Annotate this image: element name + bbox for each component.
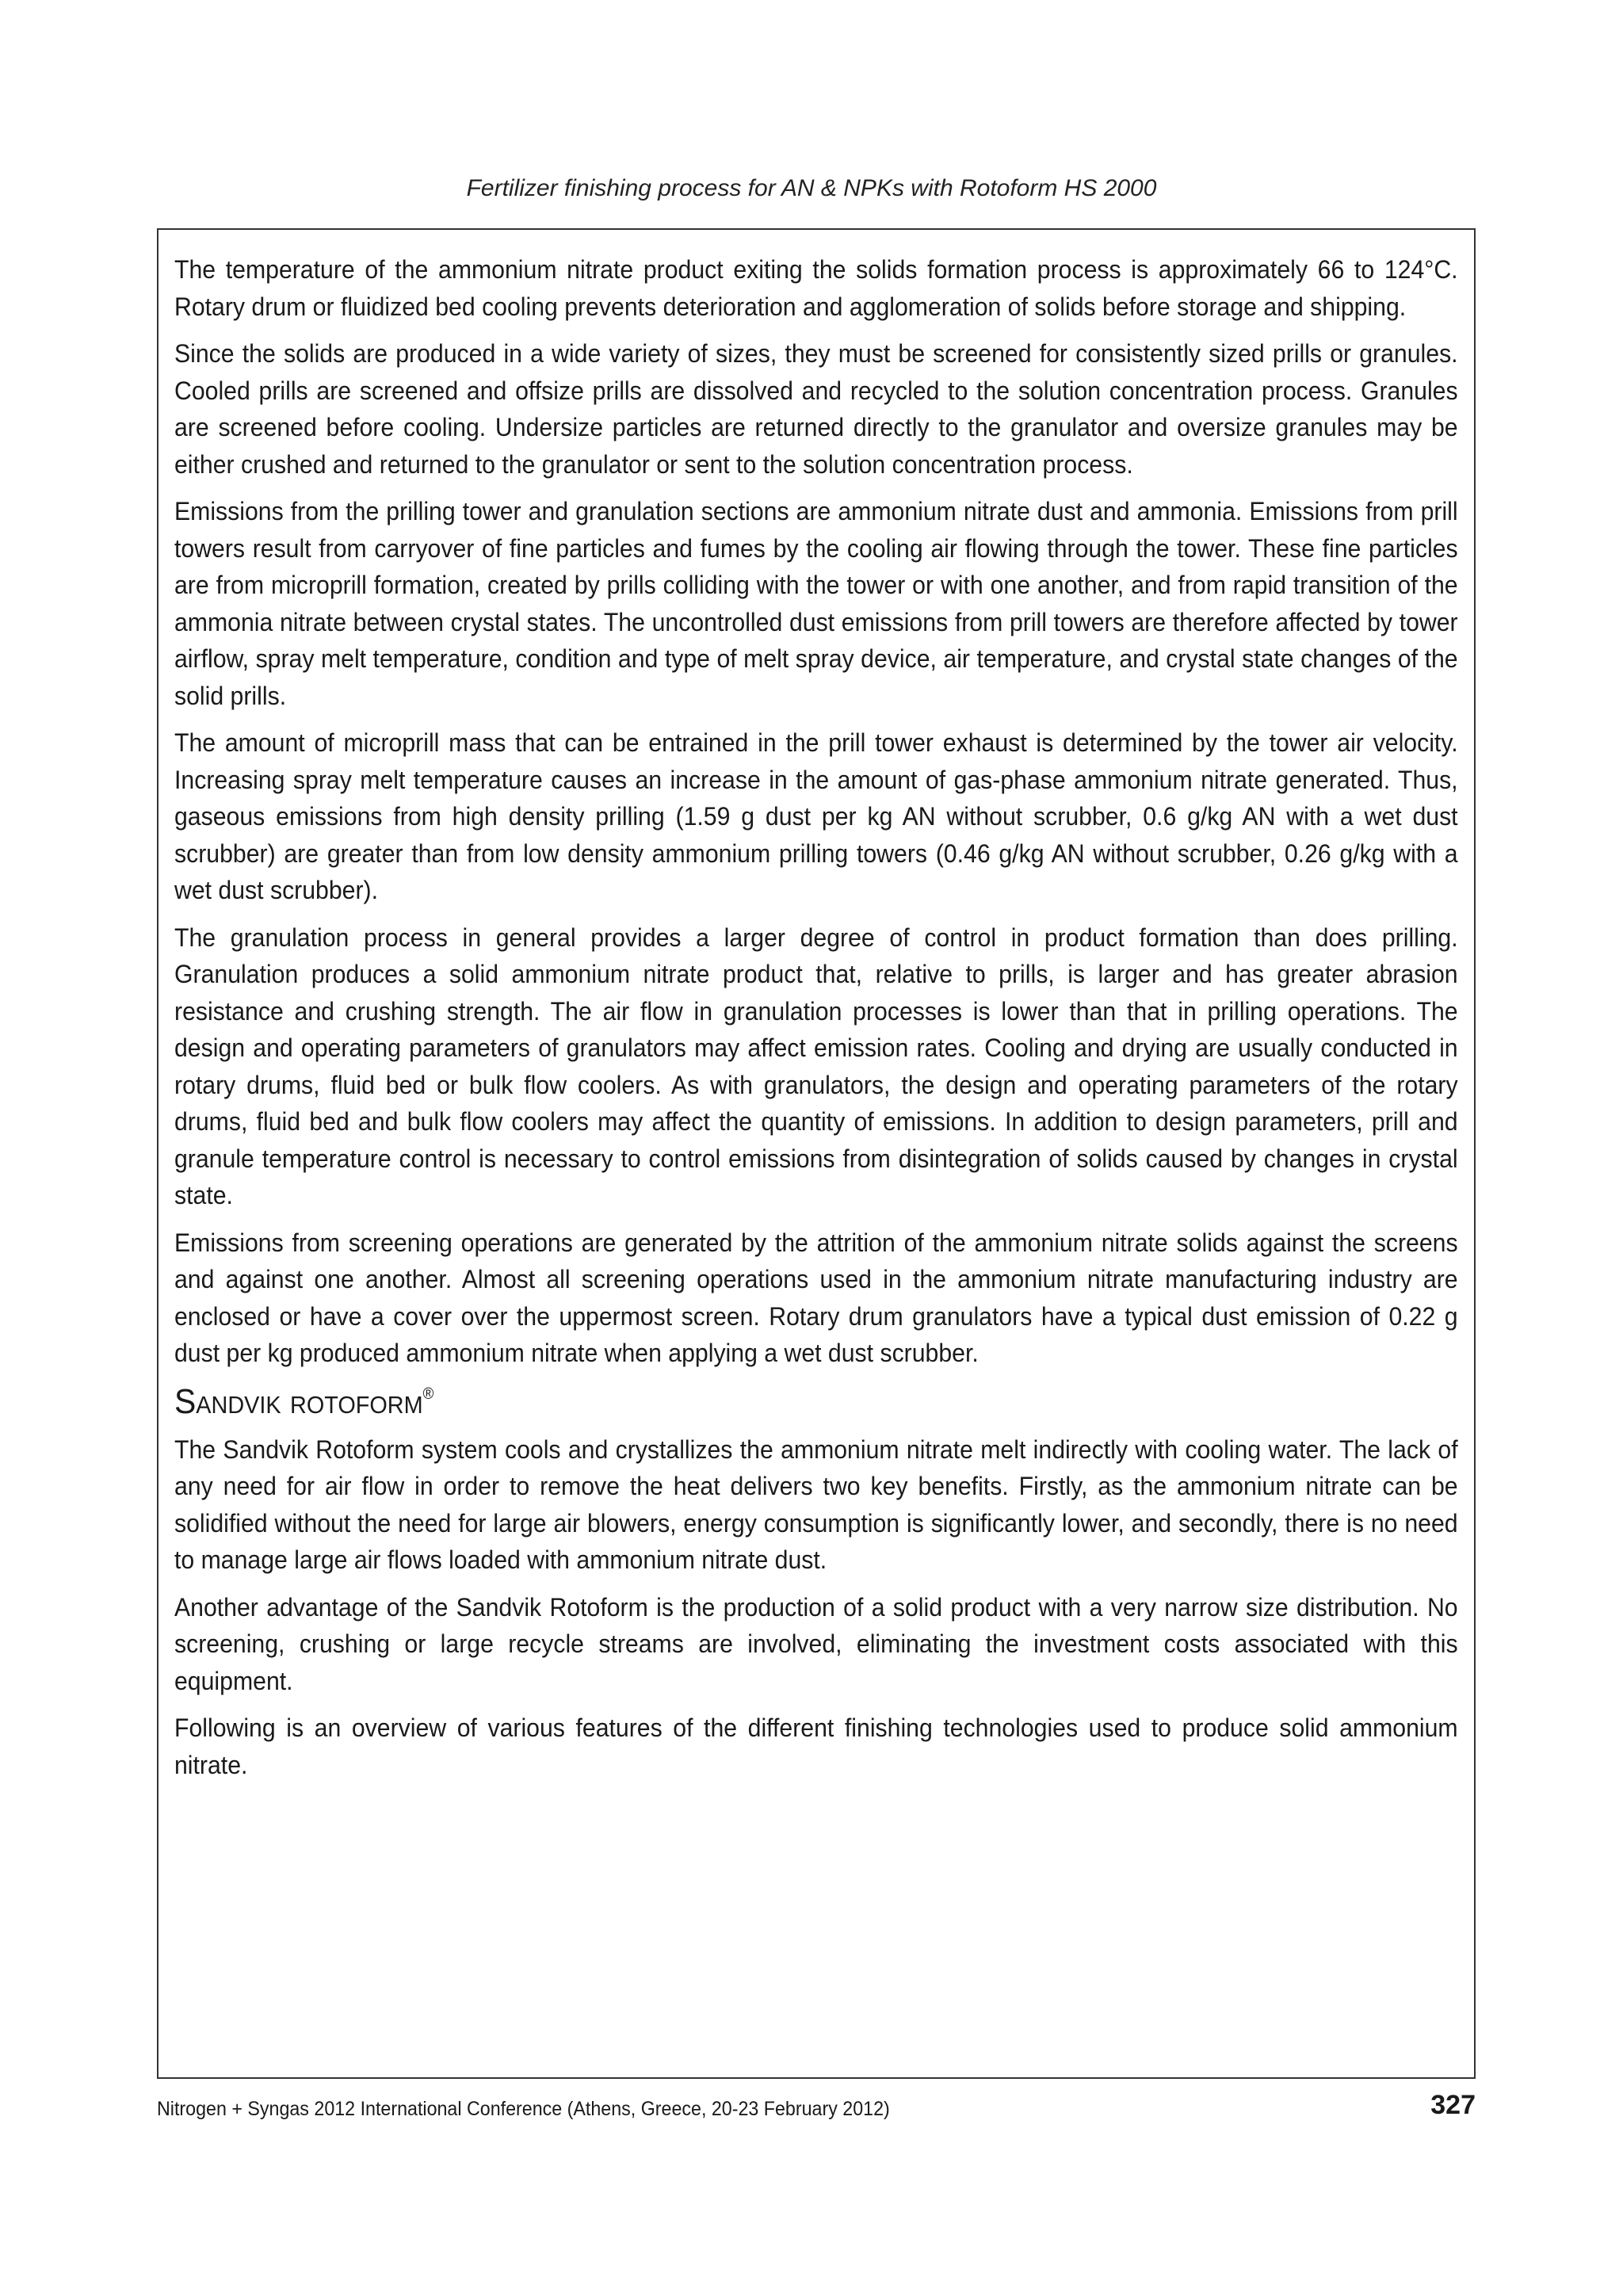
- running-title: Fertilizer finishing process for AN & NPKs with Rotoform HS 2000: [466, 175, 1157, 201]
- footer-conference: Nitrogen + Syngas 2012 International Conference (Athens, Greece, 20-23 February 2012): [157, 2098, 890, 2120]
- registered-mark: ®: [422, 1385, 434, 1403]
- paragraph: The temperature of the ammonium nitrate product exiting the solids formation process is approximately 66 to 124°C. Rotary drum or fluidized bed cooling prevents deterioration and agglomeration of solids before storage and shipping.: [174, 255, 1458, 321]
- section-heading: [174, 1382, 1369, 1422]
- content-body: [174, 251, 1458, 1794]
- paragraph: Following is an overview of various features of the different finishing technologies used to produce solid ammonium nitrate.: [174, 1713, 1458, 1779]
- paragraph: The Sandvik Rotoform system cools and crystallizes the ammonium nitrate melt indirectly with cooling water. The lack of any need for air flow in order to remove the heat delivers two key benefits. Firstly, as the ammonium nitrate can be solidified without the need for large air blowers, energy consumption is significantly lower, and secondly, there is no need to manage large air flows loaded with ammonium nitrate dust.: [174, 1435, 1458, 1574]
- paragraph: Emissions from the prilling tower and granulation sections are ammonium nitrate dust and ammonia. Emissions from prill towers result from carryover of fine particles and fumes by the cooling air flowing through the tower. These fine particles are from microprill formation, created by prills colliding with the tower or with one another, and from rapid transition of the ammonia nitrate between crystal states. The uncontrolled dust emissions from prill towers are therefore affected by tower airflow, spray melt temperature, condition and type of melt spray device, air temperature, and crystal state changes of the solid prills.: [174, 497, 1458, 710]
- paragraph: The granulation process in general provides a larger degree of control in product formation than does prilling. Granulation produces a solid ammonium nitrate product that, relative to prills, is larger and has greater abrasion resistance and crushing strength. The air flow in granulation processes is lower than that in prilling operations. The design and operating parameters of granulators may affect emission rates. Cooling and drying are usually conducted in rotary drums, fluid bed or bulk flow coolers. As with granulators, the design and operating parameters of the rotary drums, fluid bed and bulk flow coolers may affect the quantity of emissions. In addition to design parameters, prill and granule temperature control is necessary to control emissions from disintegration of solids caused by changes in crystal state.: [174, 923, 1458, 1209]
- content-frame: [157, 228, 1476, 2079]
- paragraph: The amount of microprill mass that can be entrained in the prill tower exhaust is determined by the tower air velocity. Increasing spray melt temperature causes an increase in the amount of gas-phase ammonium nitrate generated. Thus, gaseous emissions from high density prilling (1.59 g dust per kg AN without scrubber, 0.6 g/kg AN with a wet dust scrubber) are greater than from low density ammonium prilling towers (0.46 g/kg AN without scrubber, 0.26 g/kg with a wet dust scrubber).: [174, 728, 1458, 904]
- section-heading-text: Sandvik rotoform: [174, 1381, 423, 1421]
- paragraph: Since the solids are produced in a wide variety of sizes, they must be screened for consistently sized prills or granules. Cooled prills are screened and offsize prills are dissolved and recycled to the solution concentration process. Granules are screened before cooling. Undersize particles are returned directly to the granulator and oversize granules may be either crushed and returned to the granulator or sent to the solution concentration process.: [174, 339, 1458, 479]
- page-number: 327: [1430, 2090, 1476, 2120]
- paragraph: Another advantage of the Sandvik Rotoform is the production of a solid product with a very narrow size distribution. No screening, crushing or large recycle streams are involved, eliminating the investment costs associated with this equipment.: [174, 1592, 1458, 1695]
- paragraph: Emissions from screening operations are generated by the attrition of the ammonium nitrate solids against the screens and against one another. Almost all screening operations used in the ammonium nitrate manufacturing industry are enclosed or have a cover over the uppermost screen. Rotary drum granulators have a typical dust emission of 0.22 g dust per kg produced ammonium nitrate when applying a wet dust scrubber.: [174, 1228, 1458, 1367]
